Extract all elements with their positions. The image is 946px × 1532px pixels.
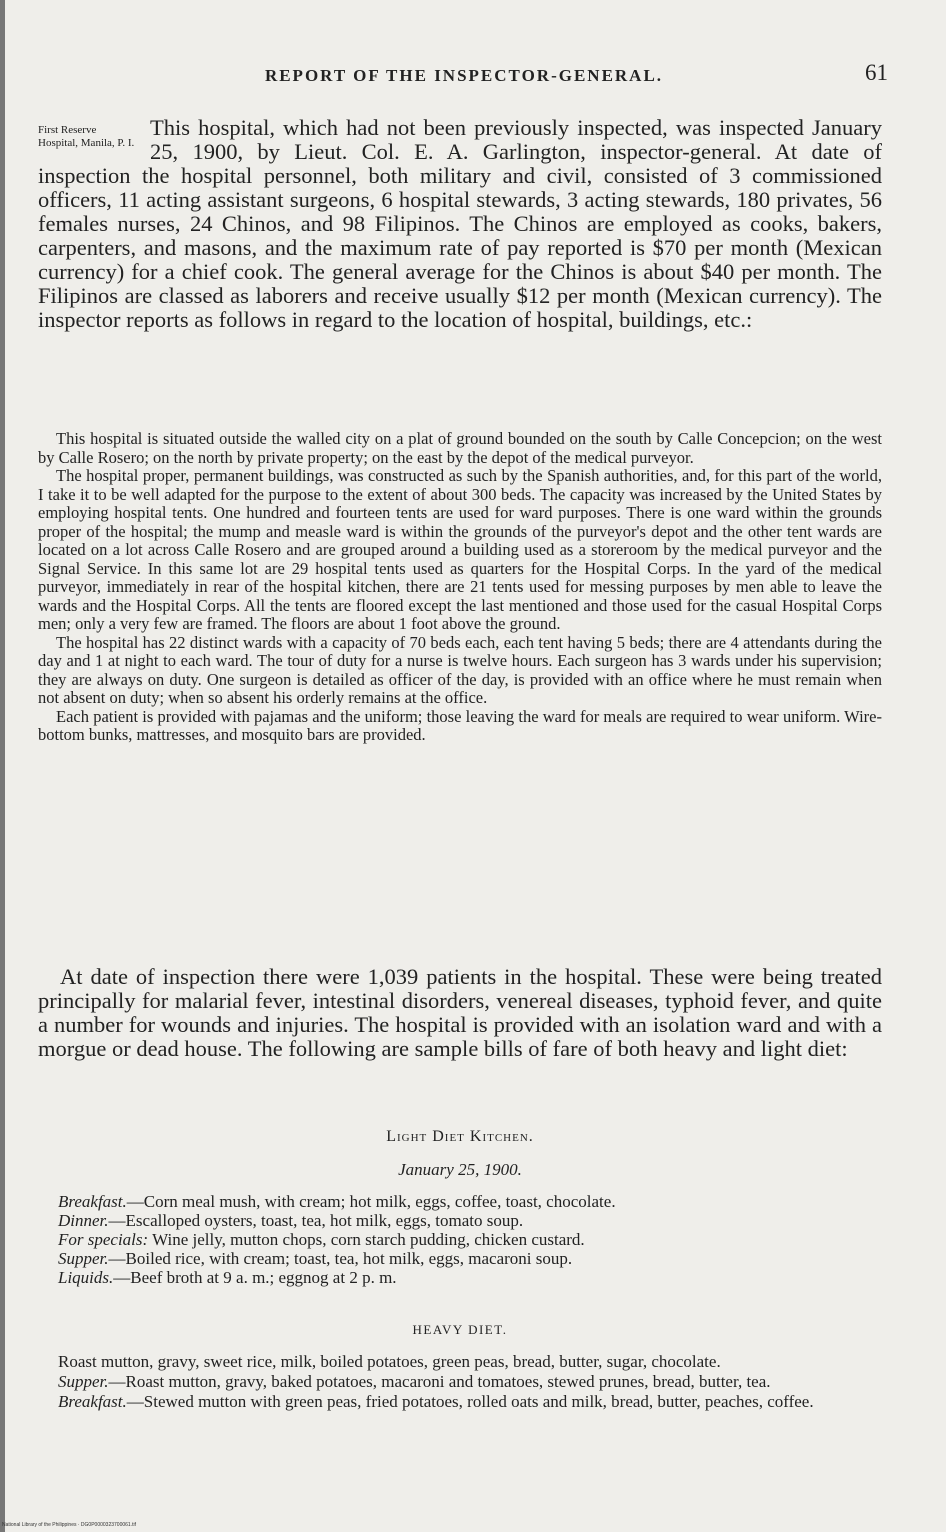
quote-paragraph-location: This hospital is situated outside the walled city on a plat of ground bounded on the south by Calle Concepcion; on the west by Calle Rosero; on the north by private property; on the east by the depot of the medical purveyor.	[38, 429, 882, 467]
heavy-diet-heading: HEAVY DIET.	[412, 1322, 508, 1337]
page-header	[40, 60, 888, 92]
quote-paragraph-wards: The hospital has 22 distinct wards with a capacity of 70 beds each, each tent having 5 beds; there are 4 attendants during the day and 1 at night to each ward. The tour of duty for a nurse is twelve hours. Each surgeon has 3 wards under his supervision; they are always on duty. One surgeon is detailed as officer of the day, is provided with an office where he must remain when not absent on duty; when so absent his orderly remains at the office.	[38, 632, 882, 707]
intro-paragraph: This hospital, which had not been previously inspected, was inspected January 25, 1900, by Lieut. Col. E. A. Garlington, inspector-general. At date of inspection the hospital personnel, both military and civil, consisted of 3 commissioned officers, 11 acting assistant surgeons, 6 hospital stewards, 3 acting stewards, 180 privates, 56 females nurses, 24 Chinos, and 98 Filipinos. The Chinos are employed as cooks, bakers, carpenters, and masons, and the maximum rate of pay reported is $70 per month (Mexican currency) for a chief cook. The general average for the Chinos is about $40 per month. The Filipinos are classed as laborers and receive usually $12 per month (Mexican currency). The inspector reports as follows in regard to the location of hospital, buildings, etc.:	[38, 115, 882, 332]
margin-note: First Reserve Hospital, Manila, P. I.	[38, 124, 135, 149]
menu-item-liquids: Liquids.—Beef broth at 9 a. m.; eggnog at 2 p. m.	[58, 1268, 397, 1287]
menu-date: January 25, 1900.	[398, 1160, 522, 1179]
inspection-paragraph: At date of inspection there were 1,039 patients in the hospital. These were being treated principally for malarial fever, intestinal disorders, venereal diseases, typhoid fever, and quite a number for wounds and injuries. The hospital is provided with an isolation ward and with a morgue or dead house. The following are sample bills of fare of both heavy and light diet:	[38, 964, 882, 1061]
menu-item-dinner: Dinner.—Escalloped oysters, toast, tea, hot milk, eggs, tomato soup.	[58, 1211, 524, 1230]
quoted-report	[38, 430, 882, 745]
running-head: REPORT OF THE INSPECTOR-GENERAL.	[264, 66, 664, 85]
heavy-diet-section	[38, 1322, 882, 1412]
menu-item-breakfast: Breakfast.—Corn meal mush, with cream; hot milk, eggs, coffee, toast, chocolate.	[58, 1192, 616, 1211]
light-diet-heading: Light Diet Kitchen.	[386, 1128, 534, 1145]
page-edge-shadow	[0, 0, 5, 1532]
scan-footer: National Library of the Philippines · DG0P0000323700061.tif	[2, 1522, 136, 1528]
heavy-diet-dinner: Roast mutton, gravy, sweet rice, milk, boiled potatoes, green peas, bread, butter, sugar, chocolate.	[58, 1352, 721, 1371]
menu-item-specials: For specials: Wine jelly, mutton chops, corn starch pudding, chicken custard.	[58, 1230, 585, 1249]
menu-item-supper: Supper.—Boiled rice, with cream; toast, tea, hot milk, eggs, macaroni soup.	[58, 1249, 573, 1268]
quote-paragraph-buildings: The hospital proper, permanent buildings, was constructed as such by the Spanish authorities, and, for this part of the world, I take it to be well adapted for the purpose to the extent of about 300 beds. The capacity was increased by the United States by employing hospital tents. One hundred and fourteen tents are used for ward purposes. There is one ward within the grounds proper of the hospital; the mump and measle ward is within the grounds of the purveyor's depot and the other tent wards are located on a lot across Calle Rosero and are grouped around a building used as a storeroom by the medical purveyor and the Signal Service. In this same lot are 29 hospital tents used as quarters for the Hospital Corps. In the yard of the medical purveyor, immediately in rear of the hospital kitchen, there are 21 tents used for messing purposes by men able to leave the wards and the Hospital Corps. All the tents are floored except the last mentioned and those used for the casual Hospital Corps men; only a very few are framed. The floors are about 1 foot above the ground.	[38, 466, 882, 633]
page-number: 61	[865, 60, 888, 85]
intro-section	[38, 116, 882, 332]
heavy-diet-supper: Supper.—Roast mutton, gravy, baked potatoes, macaroni and tomatoes, stewed prunes, bread, butter, tea.	[58, 1372, 771, 1391]
light-diet-menu	[38, 1192, 882, 1287]
inspection-section	[38, 965, 882, 1061]
light-diet-section	[38, 1128, 882, 1287]
heavy-diet-breakfast: Breakfast.—Stewed mutton with green peas, fried potatoes, rolled oats and milk, bread, butter, peaches, coffee.	[58, 1392, 814, 1411]
quote-paragraph-patients: Each patient is provided with pajamas and the uniform; those leaving the ward for meals are required to wear uniform. Wire-bottom bunks, mattresses, and mosquito bars are provided.	[38, 706, 882, 744]
